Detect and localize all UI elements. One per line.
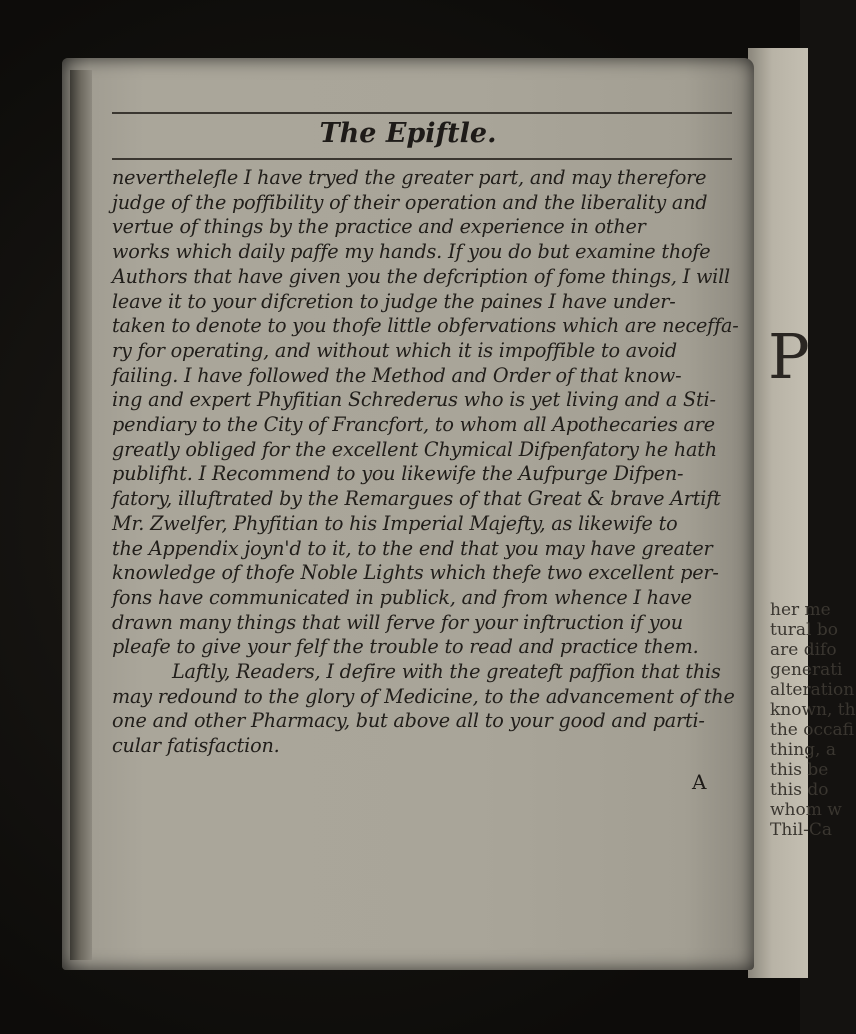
text-line: neverthelefle I have tryed the greater part, and may therefore bbox=[112, 166, 707, 189]
text-line: judge of the poffibility of their operation and the liberality and bbox=[112, 190, 708, 214]
facing-page-fragment: tural bo bbox=[770, 620, 838, 640]
header-top-rule bbox=[112, 112, 732, 114]
text-line: works which daily paffe my hands. If you do but examine thofe bbox=[112, 240, 711, 264]
facing-page-fragment: the occafi bbox=[770, 720, 854, 740]
page bbox=[62, 58, 754, 970]
text-line: Laftly, Readers, I defire with the greateft paffion that this bbox=[172, 660, 721, 684]
facing-page-fragment: her me bbox=[770, 600, 831, 620]
facing-page-fragments bbox=[770, 600, 856, 840]
text-line: failing. I have followed the Method and Order of that know- bbox=[112, 363, 682, 387]
facing-page-fragment: this be bbox=[770, 760, 829, 780]
text-line: may redound to the glory of Medicine, to the advancement of the bbox=[112, 684, 735, 708]
text-line: vertue of things by the practice and experience in other bbox=[112, 215, 646, 239]
text-line: drawn many things that will ferve for your inftruction if you bbox=[112, 610, 683, 634]
header-bottom-rule bbox=[112, 158, 732, 160]
text-line: publifht. I Recommend to you likewife the Aufpurge Difpen- bbox=[112, 462, 684, 486]
text-line: greatly obliged for the excellent Chymical Difpenfatory he hath bbox=[112, 437, 717, 461]
facing-page-fragment: thing, a bbox=[770, 740, 836, 760]
text-line: Authors that have given you the defcription of fome things, I will bbox=[112, 264, 730, 288]
text-line: pleafe to give your felf the trouble to read and practice them. bbox=[112, 635, 699, 659]
text-line: the Appendix joyn'd to it, to the end that you may have greater bbox=[112, 536, 713, 560]
facing-page-fragment: are difo bbox=[770, 640, 837, 660]
facing-page-fragment: this do bbox=[770, 780, 829, 800]
text-line: Mr. Zwelfer, Phyfitian to his Imperial Majefty, as likewife to bbox=[112, 511, 678, 535]
text-line: one and other Pharmacy, but above all to your good and parti- bbox=[112, 709, 705, 733]
page-gutter bbox=[70, 70, 92, 960]
text-line: ing and expert Phyfitian Schrederus who is yet living and a Sti- bbox=[112, 388, 716, 412]
text-line: cular fatisfaction. bbox=[112, 734, 280, 758]
text-line: knowledge of thofe Noble Lights which thefe two excellent per- bbox=[112, 561, 719, 585]
facing-page-fragment: known, th bbox=[770, 700, 856, 720]
facing-page-fragment: alteration bbox=[770, 680, 855, 700]
facing-page-fragment: Thil-Ca bbox=[770, 820, 833, 840]
body-text bbox=[112, 166, 739, 759]
catchword: A bbox=[692, 770, 707, 794]
text-line: pendiary to the City of Francfort, to whom all Apothecaries are bbox=[112, 413, 715, 437]
page-header: The Epiftle. bbox=[319, 118, 497, 149]
facing-page-fragment: whom w bbox=[770, 800, 842, 820]
facing-page-fragment: generati bbox=[770, 660, 843, 680]
text-line: ry for operating, and without which it is impoffible to avoid bbox=[112, 338, 677, 362]
facing-page-initial: P bbox=[768, 320, 810, 393]
text-line: taken to denote to you thofe little obfervations which are neceffa- bbox=[112, 314, 739, 338]
text-line: leave it to your difcretion to judge the paines I have under- bbox=[112, 289, 676, 313]
text-line: fons have communicated in publick, and from whence I have bbox=[112, 585, 692, 609]
text-line: fatory, illuftrated by the Remargues of that Great & brave Artift bbox=[112, 487, 721, 511]
